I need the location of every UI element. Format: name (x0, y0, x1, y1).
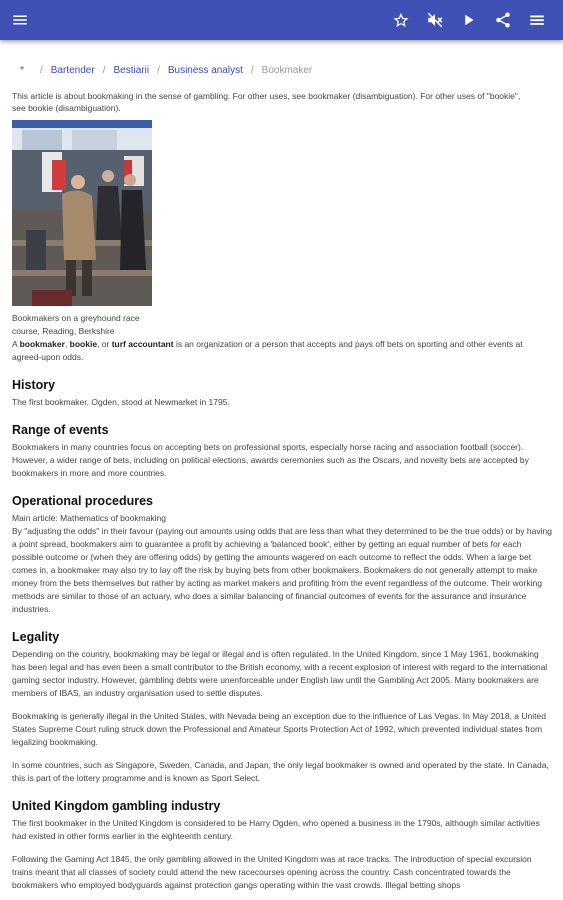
lead-text: A (12, 339, 20, 349)
list-icon[interactable] (525, 8, 549, 32)
lead-paragraph (12, 338, 552, 364)
breadcrumb-separator: / (250, 64, 254, 76)
lead-bold-term: turf accountant (111, 339, 174, 349)
breadcrumb-home[interactable]: * (20, 64, 24, 76)
breadcrumb-item[interactable]: Business analyst (167, 64, 243, 76)
volume-off-icon[interactable] (423, 8, 447, 32)
breadcrumb (20, 60, 552, 80)
lead-bold-term: bookmaker (19, 339, 65, 349)
breadcrumb-separator: / (102, 64, 106, 76)
operational-paragraph: By "adjusting the odds" in their favour (paying out amounts using odds that are less than what they determined to be the true odds) or by having a point spread, bookmakers aim to guarantee a profit by achieving a 'balanced book', either by getting an equal number of bets for each possible outcome or (when they are offering odds) by getting the amounts wagered on each outcome to reflect the odds. When a large bet comes in, a bookmaker may also try to lay off the risk by buying bets from other bookmakers. Bookmakers do not generally attempt to make money from the bets themselves but rather by acting as market makers and profiting from the event regardless of the outcome. Their working methods are similar to those of an actuary, who does a similar balancing of financial outcomes of events for the assurance and insurance industries. (12, 526, 552, 614)
lead-text: , or (97, 339, 112, 349)
uk-paragraph-2: Following the Gaming Act 1845, the only gambling allowed in the United Kingdom was at race tracks. The introduction of special excursion trains meant that all classes of society could attend the new racecourses opening across the country. Cash concentrated towards the bookmakers who employed bodyguards against protection gangs operating within the vast crowds. Illegal betting shops (12, 854, 532, 890)
lead-bold-term: bookie (69, 339, 98, 349)
breadcrumb-item[interactable]: Bartender (50, 64, 95, 76)
breadcrumb-separator: / (40, 64, 43, 76)
breadcrumb-separator: / (157, 64, 160, 76)
star-icon[interactable] (389, 8, 413, 32)
section-heading-history: History (12, 378, 56, 392)
legality-paragraph-1: Depending on the country, bookmaking may be legal or illegal and is often regulated. In the United Kingdom, since 1 May 1961, bookmaking has been legal and has even been a small contributor to the British economy, with a recent explosion of interest with regard to the international gaming sector industry. However, gambling debts were unenforceable under English law until the Gambling Act 2005. Many bookmakers are members of IBAS, an industry organisation used to settle disputes. (12, 649, 548, 698)
breadcrumb-item[interactable]: Bestiarii (113, 64, 150, 76)
figure (12, 120, 152, 338)
app-bar (0, 0, 563, 40)
section-heading-operational: Operational procedures (12, 494, 154, 508)
lead-text: , (64, 339, 70, 349)
menu-icon[interactable] (8, 8, 32, 32)
section-heading-uk: United Kingdom gambling industry (12, 799, 221, 813)
section-heading-range: Range of events (12, 423, 109, 437)
section-heading-legality: Legality (12, 630, 60, 644)
history-paragraph: The first bookmaker, Ogden, stood at Newmarket in 1795. (12, 397, 230, 407)
figure-caption: Bookmakers on a greyhound race course, Reading, Berkshire (12, 313, 140, 336)
bookmakers-photo[interactable] (12, 120, 152, 306)
main-article-note: Main article: Mathematics of bookmaking (12, 513, 167, 523)
hatnote: This article is about bookmaking in the sense of gambling. For other uses, see bookmaker (disambiguation). For other uses of "bookie", see bookie (disambiguation). (12, 91, 521, 113)
uk-paragraph-1: The first bookmaker in the United Kingdom is considered to be Harry Ogden, who opened a business in the 1790s, although similar activities had existed in other forms earlier in the eighteenth century. (12, 818, 540, 841)
legality-paragraph-2: Bookmaking is generally illegal in the United States, with Nevada being an exception due to the influence of Las Vegas. In May 2018, a United States Supreme Court ruling struck down the Professional and Amateur Sports Protection Act of 1992, which prevented individual states from legalizing bookmaking. (12, 711, 546, 747)
breadcrumb-current: Bookmaker (261, 64, 313, 76)
article-content (12, 60, 552, 892)
legality-paragraph-3: In some countries, such as Singapore, Sweden, Canada, and Japan, the only legal bookmaker is owned and operated by the state. In Canada, this is part of the lottery programme and is known as Sport Select. (12, 760, 549, 783)
range-paragraph: Bookmakers in many countries focus on accepting bets on professional sports, especially horse racing and association football (soccer). However, a wider range of bets, including on political elections, awards ceremonies such as the Oscars, and novelty bets are accepted by bookmakers in more and more countries. (12, 442, 529, 478)
lead-text: is an organization or a person that accepts and pays off bets on sporting and other events at agreed-upon odds. (12, 339, 523, 362)
play-icon[interactable] (457, 8, 481, 32)
share-icon[interactable] (491, 8, 515, 32)
